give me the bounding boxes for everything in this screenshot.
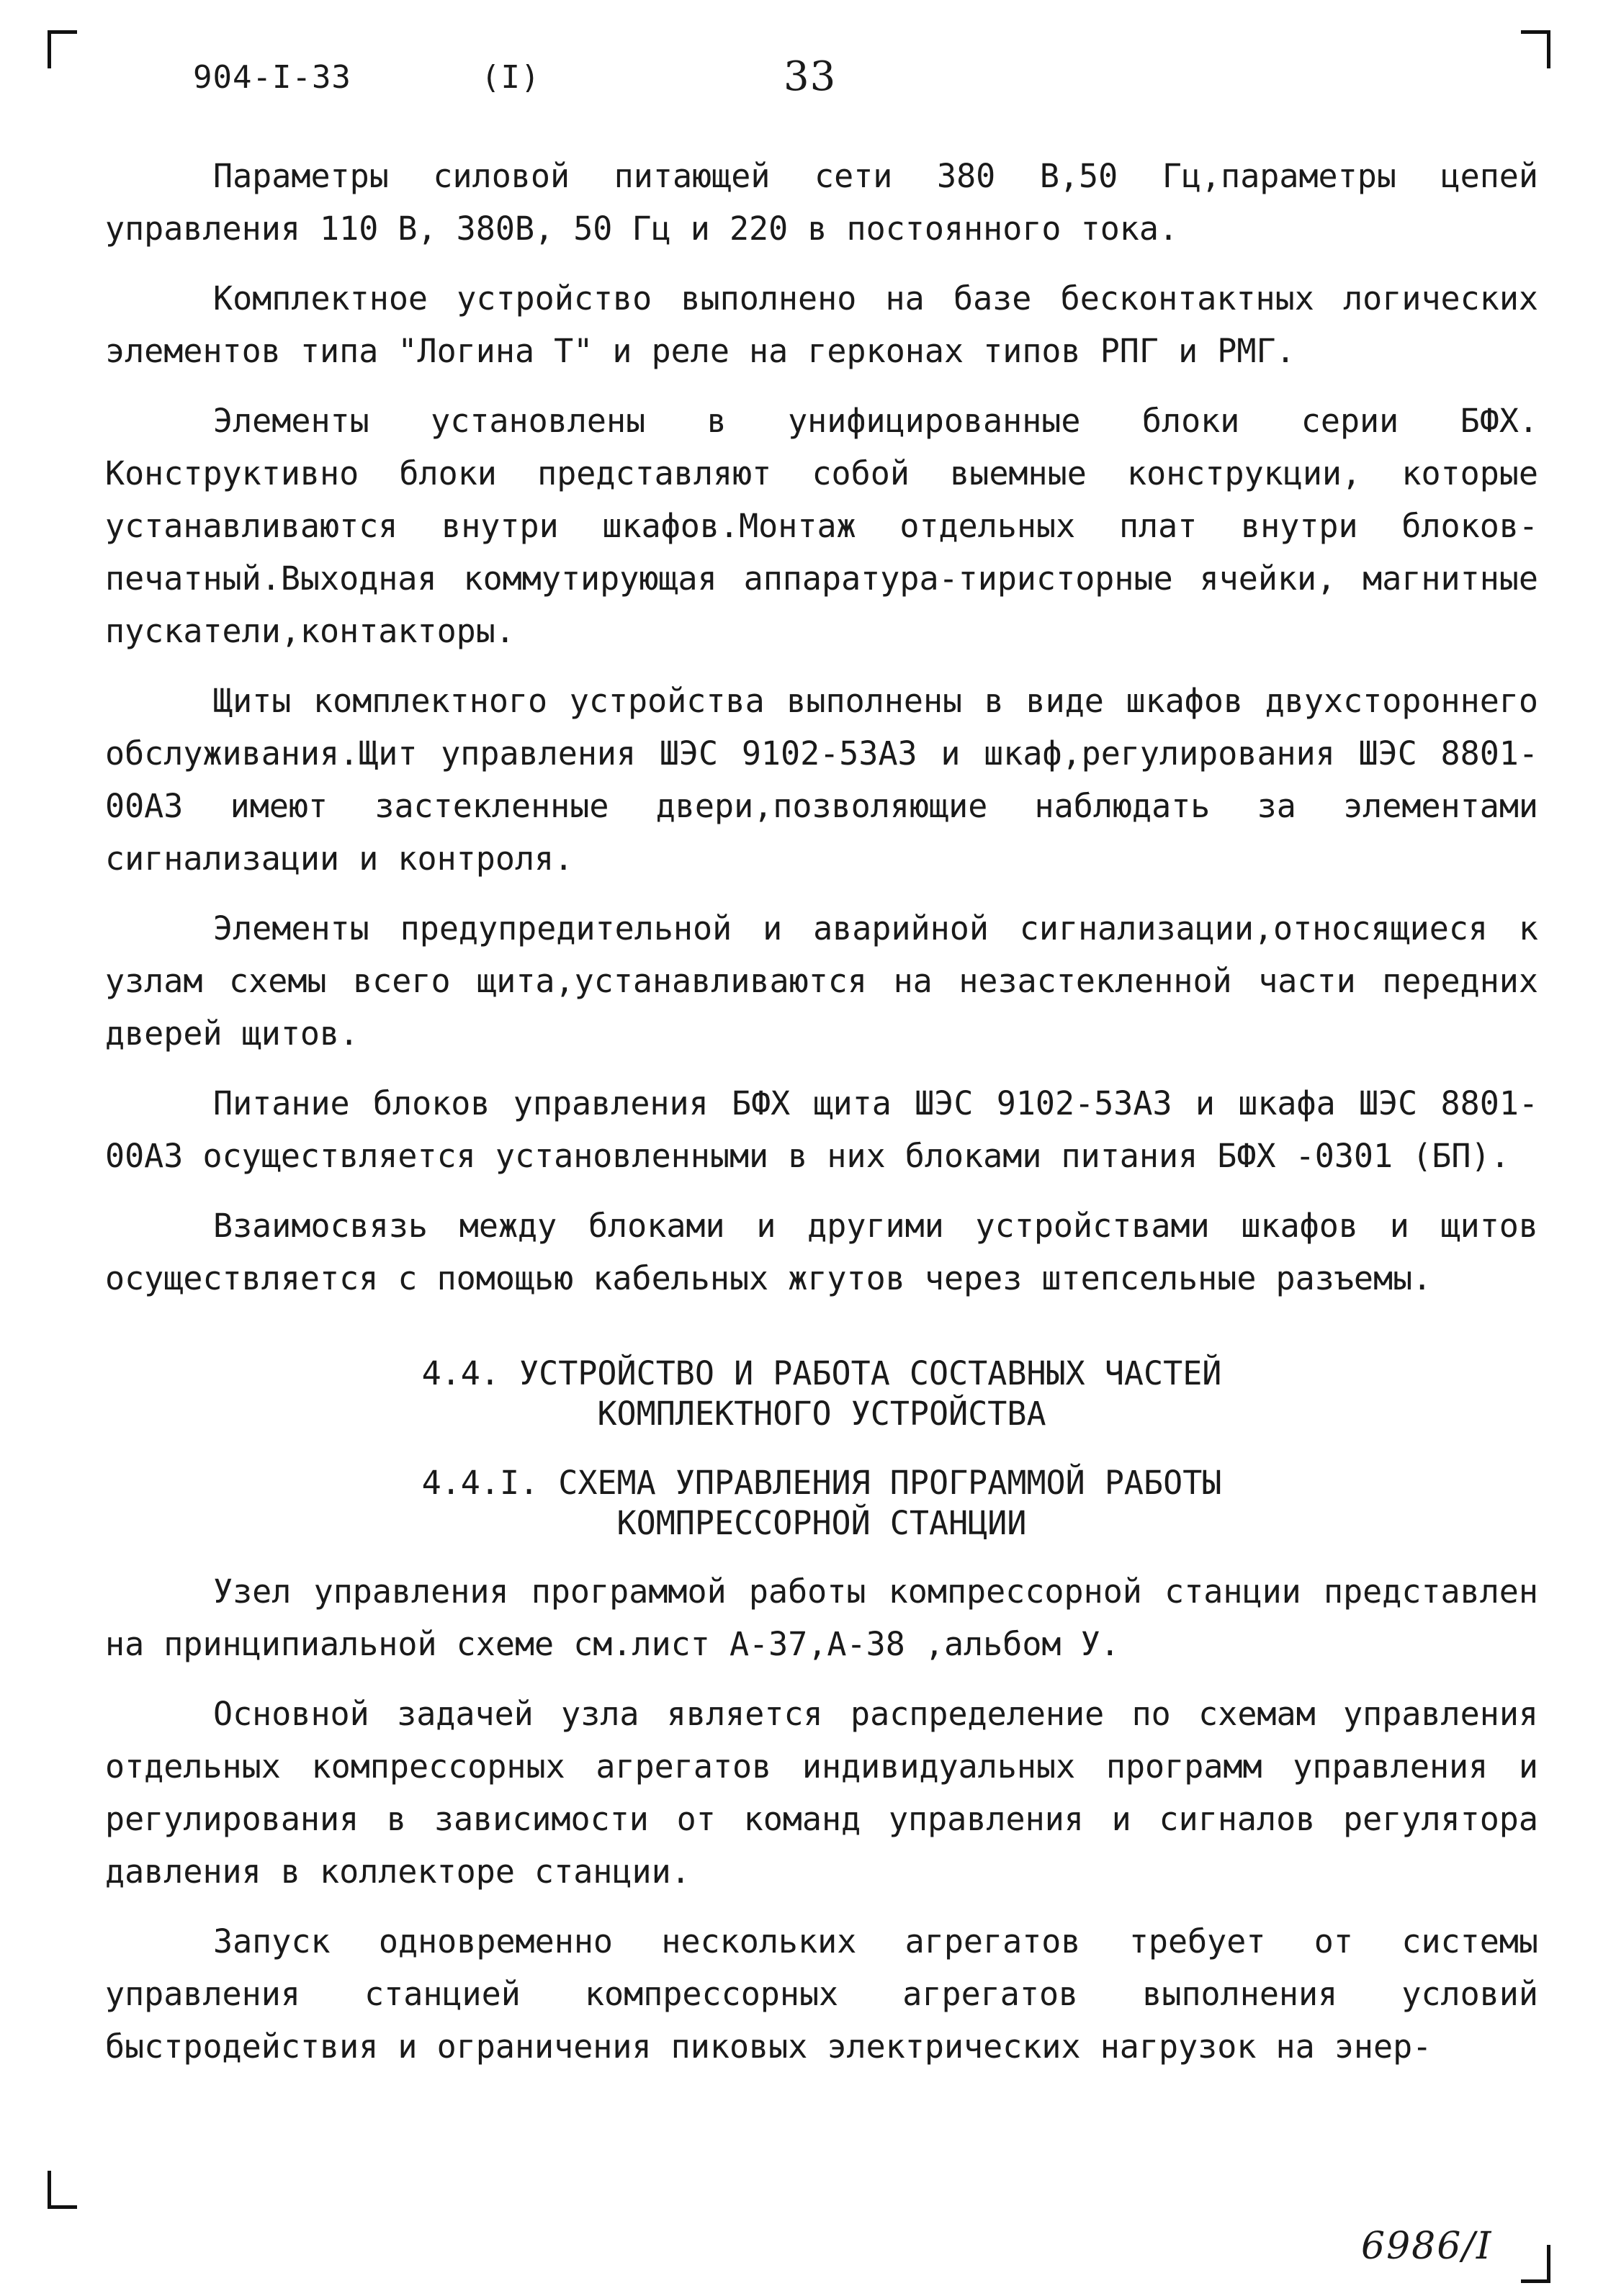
section-heading-line: КОМПЛЕКТНОГО УСТРОЙСТВА <box>597 1395 1046 1433</box>
corner-mark-top-left <box>48 30 77 68</box>
paragraph: Щиты комплектного устройства выполнены в виде шкафов двухстороннего обслуживания.Щит управления ШЭС 9102-53АЗ и шкаф,регулирования ШЭС 8801-00АЗ имеют застекленные двери,позволяющие наблюдать за элементами сигнализации и контроля. <box>105 682 1538 878</box>
subsection-heading <box>105 1463 1538 1544</box>
subsection-heading-line: 4.4.I. СХЕМА УПРАВЛЕНИЯ ПРОГРАММОЙ РАБОТЫ <box>421 1464 1222 1502</box>
section-heading-line: 4.4. УСТРОЙСТВО И РАБОТА СОСТАВНЫХ ЧАСТЕЙ <box>421 1354 1222 1392</box>
subsection-heading-line: КОМПРЕССОРНОЙ СТАНЦИИ <box>616 1504 1027 1542</box>
document-body <box>105 150 1538 2090</box>
corner-mark-top-right <box>1521 30 1550 68</box>
page-number: 33 <box>784 53 837 100</box>
paragraph: Основной задачей узла является распределение по схемам управления отдельных компрессорных агрегатов индивидуальных программ управления и регулирования в зависимости от команд управления и сигналов регулятора давления в коллекторе станции. <box>105 1695 1538 1891</box>
section-heading <box>105 1354 1538 1434</box>
paragraph: Элементы предупредительной и аварийной сигнализации,относящиеся к узлам схемы всего щита,устанавливаются на незастекленной части передних дверей щитов. <box>105 909 1538 1053</box>
paragraph: Питание блоков управления БФХ щита ШЭС 9102-53АЗ и шкафа ШЭС 8801-00АЗ осуществляется установленными в них блоками питания БФХ -0301 (БП). <box>105 1084 1538 1175</box>
document-part: (I) <box>481 59 541 96</box>
sheet-id: 6986/I <box>1361 2225 1493 2268</box>
corner-mark-bottom-right <box>1521 2245 1550 2283</box>
paragraph: Комплектное устройство выполнено на базе бесконтактных логических элементов типа "Логина Т" и реле на герконах типов РПГ и РМГ. <box>105 279 1538 370</box>
paragraph: Взаимосвязь между блоками и другими устройствами шкафов и щитов осуществляется с помощью кабельных жгутов через штепсельные разъемы. <box>105 1207 1538 1297</box>
corner-mark-bottom-left <box>48 2171 77 2209</box>
paragraph: Запуск одновременно нескольких агрегатов требует от системы управления станцией компрессорных агрегатов выполнения условий быстродействия и ограничения пиковых электрических нагрузок на энер- <box>105 1922 1538 2066</box>
paragraph: Узел управления программой работы компрессорной станции представлен на принципиальной схеме см.лист А-37,А-38 ,альбом У. <box>105 1572 1538 1663</box>
document-code: 904-I-33 <box>193 59 351 96</box>
paragraph: Элементы установлены в унифицированные блоки серии БФХ. Конструктивно блоки представляют собой выемные конструкции, которые устанавливаются внутри шкафов.Монтаж отдельных плат внутри блоков-печатный.Выходная коммутирующая аппаратура-тиристорные ячейки, магнитные пускатели,контакторы. <box>105 402 1538 650</box>
paragraph: Параметры силовой питающей сети 380 В,50 Гц,параметры цепей управления 110 В, 380В, 50 Гц и 220 в постоянного тока. <box>105 157 1538 248</box>
